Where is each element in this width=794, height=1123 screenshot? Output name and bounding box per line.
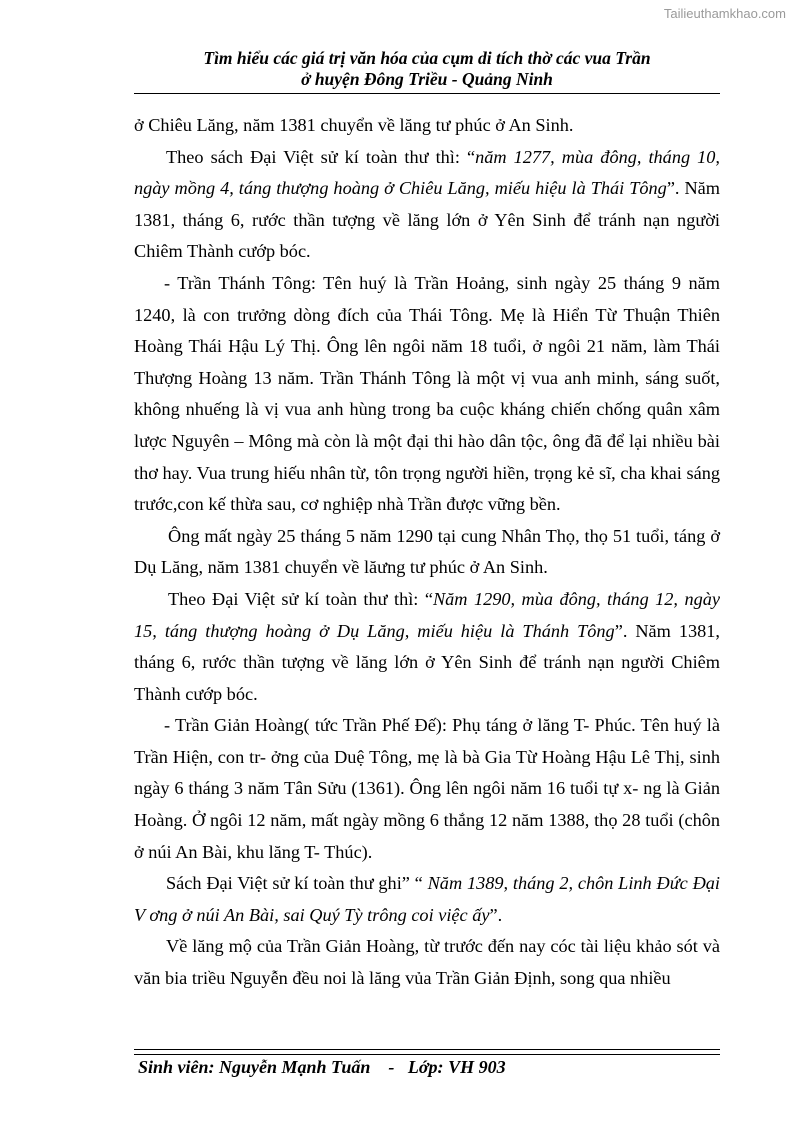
footer-student-label: Sinh viên: [138,1057,215,1077]
footer-divider [134,1049,720,1055]
paragraph-3: - Trần Thánh Tông: Tên huý là Trần Hoảng, sinh ngày 25 tháng 9 năm 1240, là con trưởng dòng đích của Thái Tông. Mẹ là Hiển Từ Thuận Thiên Hoàng Thái Hậu Lý Thị. Ông lên ngôi năm 18 tuổi, ở ngôi 21 năm, làm Thái Thượng Hoàng 13 năm. Trần Thánh Tông là một vị vua anh minh, sáng suốt, không nhuếng là vị vua anh hùng trong ba cuộc kháng chiến chống quân xâm lược Nguyên – Mông mà còn là một đại thi hào dân tộc, ông đã để lại nhiều bài thơ hay. Vua trung hiếu nhân từ, tôn trọng người hiền, trọng kẻ sĩ, cha khai sáng trước,con kế thừa sau, cơ nghiệp nhà Trần được vững bền. [134,272,720,515]
paragraph-2-rest: ”. Năm 1381, tháng 6, rước thần tượng về lăng lớn ở Yên Sinh để tránh nạn người Chiêm Thành cướp bóc. [134,178,720,262]
paragraph-5-rest: ”. Năm 1381, tháng 6, rước thần tượng về lăng lớn ở Yên Sinh để tránh nạn người Chiêm Thành cướp bóc. [134,620,720,704]
paragraph-5-quote: Năm 1290, mùa đông, tháng 12, ngày 15, táng thượng hoàng ở Dụ Lăng, miếu hiệu là Thánh Tông [134,588,720,641]
page-footer [138,1057,506,1078]
footer-class-label: Lớp: [407,1057,444,1077]
paragraph-2 [134,142,720,268]
header-title-line2: ở huyện Đông Triều - Quảng Ninh [301,69,553,89]
paragraph-2-quote: năm 1277, mùa đông, tháng 10, ngày mồng 4, táng thượng hoàng ở Chiêu Lăng, miếu hiệu là Thái Tông [134,146,720,199]
paragraph-6: - Trần Giản Hoàng( tức Trần Phế Đế): Phụ táng ở lăng T- Phúc. Tên huý là Trần Hiện, con tr- ởng của Duệ Tông, mẹ là bà Gia Từ Hoàng Hậu Lê Thị, sinh ngày 6 tháng 3 năm Tân Sửu (1361). Ông lên ngôi năm 16 tuổi tự x- ng là Giản Hoàng. Ở ngôi 12 năm, mất ngày mồng 6 thắng 12 năm 1388, thọ 28 tuổi (chôn ở núi An Bài, khu lăng T- Thúc). [134,715,720,862]
paragraph-2-intro: Theo sách Đại Việt sử kí toàn thư thì: “ [166,146,476,167]
document-body [134,110,720,995]
footer-student-name: Nguyễn Mạnh Tuấn [219,1057,371,1077]
paragraph-7 [134,868,720,931]
paragraph-4: Ông mất ngày 25 tháng 5 năm 1290 tại cung Nhân Thọ, thọ 51 tuổi, táng ở Dụ Lăng, năm 1381 chuyển về lăưng tư phúc ở An Sinh. [134,525,720,578]
paragraph-5 [134,584,720,710]
paragraph-8: Về lăng mộ của Trần Giản Hoàng, từ trước đến nay cóc tài liệu khảo sót và văn bia triều Nguyễn đều noi là lăng vủa Trần Giản Định, song qua nhiều [134,936,720,989]
paragraph-5-intro: Theo Đại Việt sử kí toàn thư thì: “ [168,588,433,609]
paragraph-7-quote: Năm 1389, tháng 2, chôn Linh Đức Đại V ơng ở núi An Bài, sai Quý Tỳ trông coi việc ấy [134,873,720,925]
header-title-line1: Tìm hiểu các giá trị văn hóa của cụm di tích thờ các vua Trần [203,48,651,68]
page-header [134,48,720,90]
header-divider [134,93,720,94]
paragraph-1: ở Chiêu Lăng, năm 1381 chuyển về lăng tư phúc ở An Sinh. [134,115,574,135]
footer-class-code: VH 903 [448,1057,506,1077]
paragraph-7-rest: ”. [489,904,503,925]
watermark: Tailieuthamkhao.com [663,6,786,21]
footer-separator: - [388,1057,395,1077]
paragraph-7-intro: Sách Đại Việt sử kí toàn thư ghi” “ [166,873,428,894]
